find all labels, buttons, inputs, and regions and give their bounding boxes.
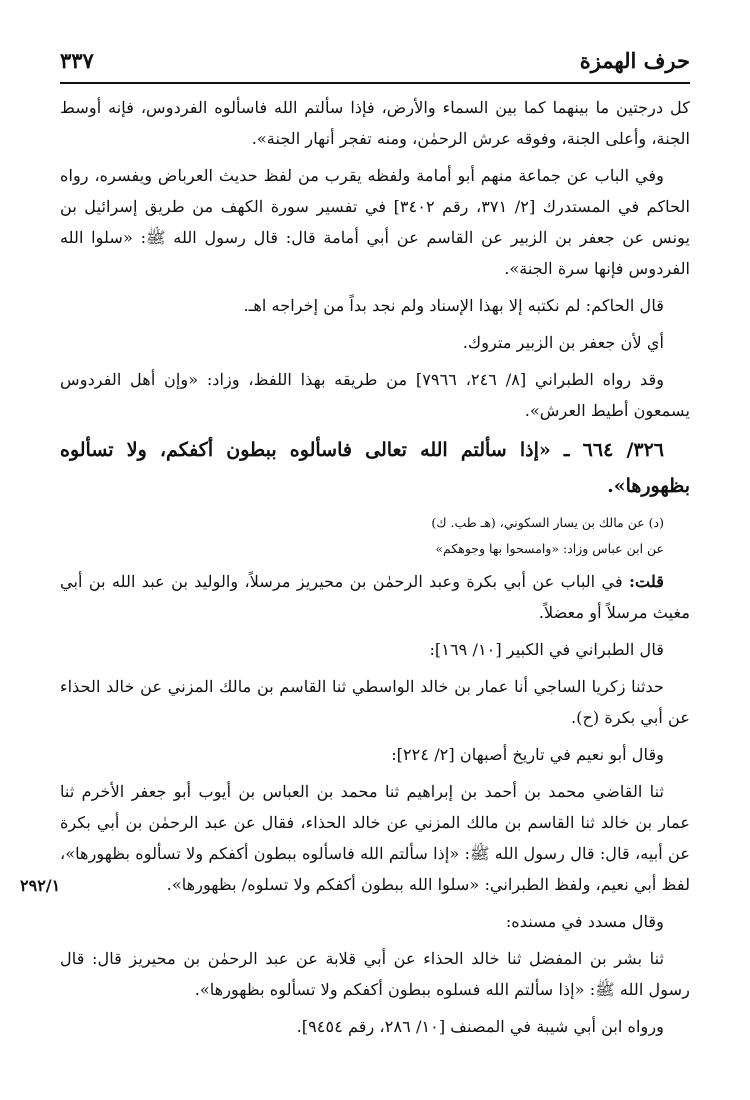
chapter-title: حرف الهمزة xyxy=(579,47,690,73)
book-page xyxy=(60,40,690,1070)
margin-page-ref: ٢٩٢/١ xyxy=(20,876,61,895)
paragraph: أي لأن جعفر بن الزبير متروك. xyxy=(462,333,664,352)
paragraph: وقال أبو نعيم في تاريخ أصبهان [٢/ ٢٢٤]: xyxy=(391,745,664,764)
hadith-text: ٣٢٦/ ٦٦٤ ـ «إذا سألتم الله تعالى فاسألوه ببطون أكفكم، ولا تسألوه بظهورها». xyxy=(60,439,690,497)
source-line: عن ابن عباس وزاد: «وامسحوا بها وجوهكم» xyxy=(435,541,664,556)
paragraph: وقد رواه الطبراني [٨/ ٢٤٦، ٧٩٦٦] من طريقه بهذا اللفظ، وزاد: «وإن أهل الفردوس يسمعون أطيط العرش». xyxy=(60,370,690,420)
page-header xyxy=(60,40,690,80)
header-rule xyxy=(60,82,690,84)
paragraph: ثنا القاضي محمد بن أحمد بن إبراهيم ثنا محمد بن العباس بن أيوب أبو جعفر الأخرم ثنا عمار بن خالد ثنا القاسم بن مالك المزني عن خالد الحذاء، فقال عن عبد الرحمٰن بن أبي بكرة عن أبيه، قال: قال رسول الله ﷺ: «إذا سألتم الله فاسألوه ببطون أكفكم ولا تسألوه بظهورها»، لفظ أبي نعيم، ولفظ الطبراني: «سلوا الله ببطون أكفكم ولا تسلوه/ بظهورها». xyxy=(60,782,690,894)
paragraph: وفي الباب عن جماعة منهم أبو أمامة ولفظه يقرب من لفظ حديث العرباض ويفسره، رواه الحاكم في المستدرك [٢/ ٣٧١، رقم ٣٤٠٢] في تفسير سورة الكهف من طريق إسرائيل بن يونس عن جعفر بن الزبير عن القاسم عن أبي أمامة قال: قال رسول الله ﷺ: «سلوا الله الفردوس فإنها سرة الجنة». xyxy=(60,166,690,278)
source-line: (د) عن مالك بن يسار السكوني، (هـ طب. ك) xyxy=(431,515,664,530)
paragraph xyxy=(60,566,690,628)
page-body xyxy=(60,92,690,1048)
paragraph-text: في الباب عن أبي بكرة وعبد الرحمٰن بن محيريز مرسلاً، والوليد بن عبد الله بن أبي مغيث مرسلاً أو معضلاً. xyxy=(60,572,690,622)
paragraph: قال الحاكم: لم نكتبه إلا بهذا الإسناد ولم نجد بداً من إخراجه اهـ. xyxy=(243,296,664,315)
qult-label: قلت: xyxy=(629,572,664,591)
page-number: ٣٣٧ xyxy=(60,47,94,73)
paragraph: وقال مسدد في مسنده: xyxy=(505,912,664,931)
paragraph: حدثنا زكريا الساجي أنا عمار بن خالد الواسطي ثنا القاسم بن مالك المزني عن خالد الحذاء عن أبي بكرة (ح). xyxy=(60,677,690,727)
paragraph: ثنا بشر بن المفضل ثنا خالد الحذاء عن أبي قلابة عن عبد الرحمٰن بن محيريز قال: قال رسول الله ﷺ: «إذا سألتم الله فسلوه ببطون أكفكم ولا تسألوه بظهورها». xyxy=(60,949,690,999)
paragraph: قال الطبراني في الكبير [١٠/ ١٦٩]: xyxy=(429,640,664,659)
paragraph: ورواه ابن أبي شيبة في المصنف [١٠/ ٢٨٦، رقم ٩٤٥٤]. xyxy=(296,1017,664,1036)
paragraph: كل درجتين ما بينهما كما بين السماء والأرض، فإذا سألتم الله فاسألوه الفردوس، فإنه أوسط الجنة، وأعلى الجنة، وفوقه عرش الرحمٰن، ومنه تفجر أنهار الجنة». xyxy=(60,98,690,148)
